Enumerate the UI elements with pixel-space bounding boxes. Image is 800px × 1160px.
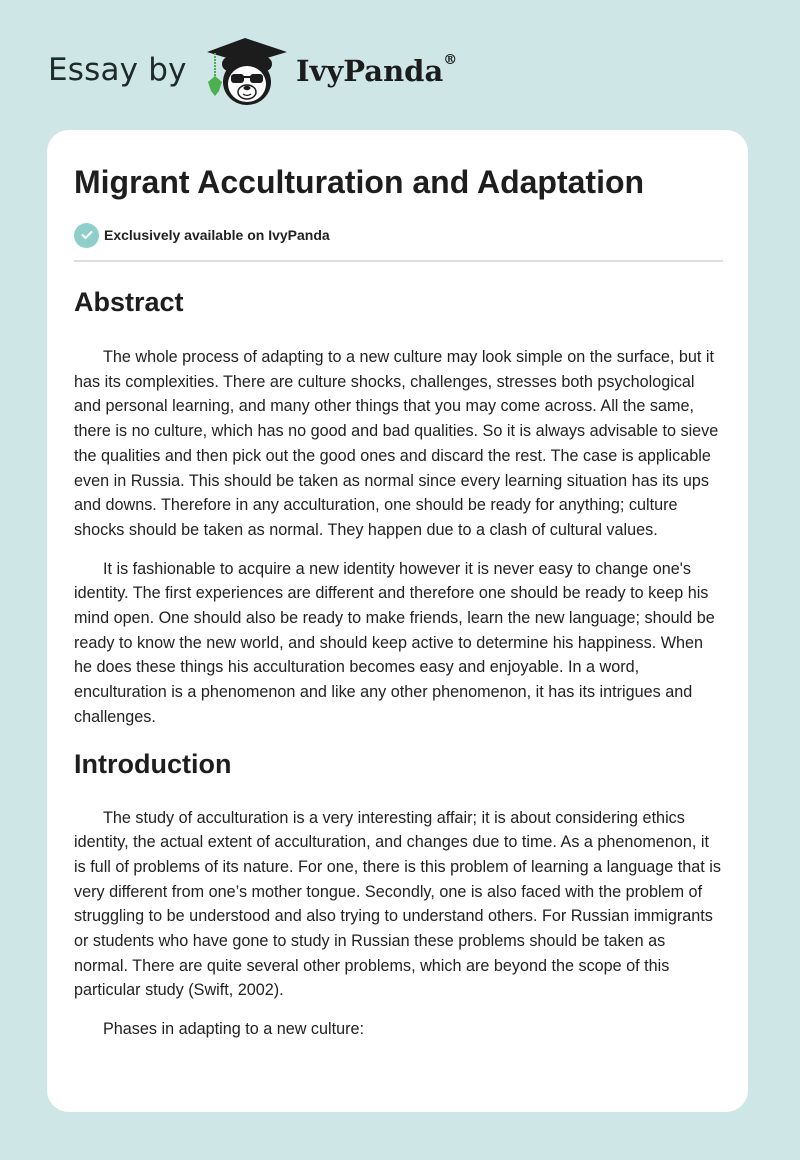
essay-body [74,282,723,1042]
essay-by-label: Essay by [48,52,187,88]
panda-graduate-icon[interactable] [203,36,291,108]
paragraph: Phases in adapting to a new culture: [103,1020,364,1039]
title-divider [74,260,723,262]
registered-mark: ® [443,52,458,68]
site-header [0,0,800,130]
paragraph: It is fashionable to acquire a new identity however it is never easy to change one's identity. The first experiences are different and therefore one should be ready to keep his mind open. One should also be ready to make friends, learn the new language; should be ready to know the new world, and should keep active to determine his happiness. When he does these things his acculturation becomes easy and enjoyable. In a word, enculturation is a phenomenon and like any other phenomenon, it has its intrigues and challenges. [74,559,715,726]
page-title: Migrant Acculturation and Adaptation [74,164,645,200]
brand-text: IvyPanda [296,54,444,88]
check-circle-icon [74,223,99,248]
paragraph: The study of acculturation is a very interesting affair; it is about considering ethics identity, the actual extent of acculturation, and changes due to time. As a phenomenon, it is full of problems of its nature. For one, there is this problem of learning a language that is very different from one’s mother tongue. Secondly, one is also faced with the problem of struggling to be understood and also trying to understand others. For Russian immigrants or students who have gone to study in Russian these problems should be taken as normal. There are quite several other problems, which are beyond the scope of this particular study (Swift, 2002). [74,808,721,1000]
paragraph: The whole process of adapting to a new culture may look simple on the surface, but it has its complexities. There are culture shocks, challenges, stresses both psychological and personal learning, and many other things that you may come across. All the same, there is no culture, which has no good and bad qualities. So it is always advisable to sieve the qualities and then pick out the good ones and discard the rest. The case is applicable even in Russia. This should be taken as normal since every learning situation has its ups and downs. Therefore in any acculturation, one should be ready for anything; culture shocks should be taken as normal. They happen due to a clash of cultural values. [74,348,719,539]
badge-text: Exclusively available on IvyPanda [104,227,330,243]
brand-name[interactable] [296,54,457,88]
section-heading-introduction: Introduction [74,748,232,779]
section-heading-abstract: Abstract [74,287,184,317]
essay-card [47,130,748,1112]
exclusive-badge [74,222,330,248]
